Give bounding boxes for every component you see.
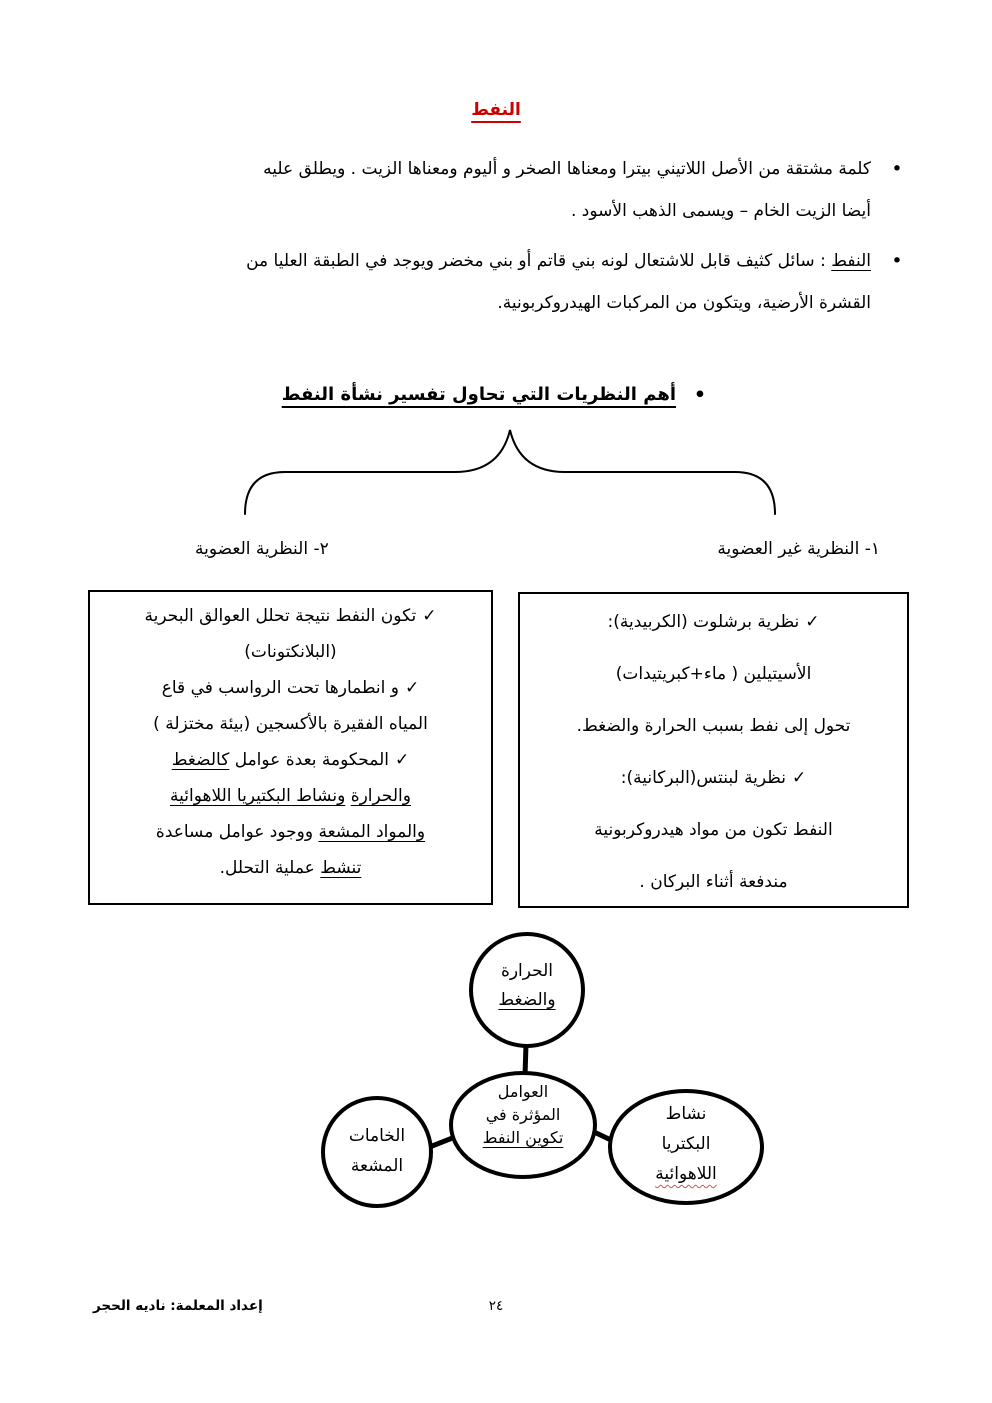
organic-line-8-underlined: تنشط <box>320 858 362 878</box>
organic-line-8-text: عملية التحلل. <box>219 858 321 878</box>
intro-bullet-definition <box>89 240 907 324</box>
organic-line-8 <box>98 850 483 886</box>
page-title: النفط <box>471 100 521 120</box>
organic-line-5-text: المحكومة بعدة عوامل <box>229 750 389 770</box>
check-icon: ✓ <box>395 750 410 770</box>
node-anaerobic-bacteria-line1: نشاط <box>665 1104 707 1124</box>
check-icon: ✓ <box>405 678 420 698</box>
bullet-icon: • <box>891 158 903 180</box>
node-factors-line2: المؤثرة في <box>485 1105 561 1124</box>
inorganic-line-3: تحول إلى نفط بسبب الحرارة والضغط. <box>576 716 851 736</box>
footer-author: إعداد المعلمة: ناديه الحجر <box>93 1298 263 1314</box>
etymology-line1: كلمة مشتقة من الأصل اللاتيني بيترا ومعناها الصخر و أليوم ومعناها الزيت . ويطلق عليه <box>263 159 871 179</box>
footer-page-number: ٢٤ <box>488 1298 504 1314</box>
organic-theory-box <box>88 590 493 905</box>
organic-line-5 <box>98 742 483 778</box>
organic-line-6-underlined-2: ونشاط البكتيريا اللاهوائية <box>170 786 346 806</box>
inorganic-line-2: الأسيتيلين ( ماء+كبريتيدات) <box>615 664 812 684</box>
intro-bullet-definition-text <box>89 240 871 324</box>
node-anaerobic-bacteria <box>624 1099 748 1189</box>
organic-line-2: (البلانكتونات) <box>244 642 337 662</box>
organic-line-1 <box>98 598 483 634</box>
inorganic-line-4 <box>530 752 897 804</box>
node-anaerobic-bacteria-line2: البكتريا <box>661 1134 711 1154</box>
definition-line2: القشرة الأرضية، ويتكون من المركبات الهيدروكربونية. <box>497 293 871 313</box>
bullet-icon: • <box>891 250 903 272</box>
node-heat-pressure <box>468 957 586 1015</box>
check-icon: ✓ <box>422 606 437 626</box>
organic-line-1-text: تكون النفط نتيجة تحلل العوالق البحرية <box>144 606 417 626</box>
label-inorganic-theory: ١- النظرية غير العضوية <box>717 539 880 559</box>
organic-line-6-underlined-1: والحرارة <box>350 786 411 806</box>
theories-heading-text: أهم النظريات التي تحاول تفسير نشأة النفط <box>281 384 676 405</box>
intro-bullet-etymology-text <box>89 148 871 232</box>
node-heat-pressure-line1: الحرارة <box>500 961 554 981</box>
organic-line-6 <box>98 778 483 814</box>
node-factors <box>449 1080 597 1149</box>
node-heat-pressure-line2: والضغط <box>498 990 556 1010</box>
organic-line-7-underlined: والمواد المشعة <box>318 822 426 842</box>
organic-line-5-underlined: كالضغط <box>171 750 230 770</box>
inorganic-line-1-text: نظرية برشلوت (الكربيدية): <box>607 612 800 632</box>
inorganic-line-6: مندفعة أثناء البركان . <box>639 872 788 892</box>
inorganic-line-5: النفط تكون من مواد هيدروكربونية <box>594 820 833 840</box>
organic-line-3 <box>98 670 483 706</box>
inorganic-line-1 <box>530 596 897 648</box>
node-factors-line3: تكوين النفط <box>482 1128 564 1147</box>
definition-line1: : سائل كثيف قابل للاشتعال لونه بني قاتم أو بني مخضر ويوجد في الطبقة العليا من <box>246 251 832 271</box>
inorganic-line-4-text: نظرية لبنتس(البركانية): <box>620 768 786 788</box>
organic-line-7-text: ووجود عوامل مساعدة <box>155 822 319 842</box>
bullet-icon: • <box>693 384 707 406</box>
label-organic-theory: ٢- النظرية العضوية <box>195 539 329 559</box>
curly-brace-path <box>245 430 775 514</box>
node-anaerobic-bacteria-line3: اللاهوائية <box>655 1164 717 1184</box>
organic-line-4: المياه الفقيرة بالأكسجين (بيئة مختزلة ) <box>153 714 428 734</box>
inorganic-theory-box <box>518 592 909 908</box>
theories-heading <box>282 384 710 406</box>
node-radioactive-ores-line2: المشعة <box>350 1156 404 1176</box>
curly-brace <box>240 424 785 519</box>
organic-line-3-text: و انطمارها تحت الرواسب في قاع <box>161 678 400 698</box>
organic-line-7 <box>98 814 483 850</box>
definition-lead-underlined: النفط <box>831 251 871 271</box>
check-icon: ✓ <box>805 612 820 632</box>
node-factors-line1: العوامل <box>497 1082 549 1101</box>
intro-bullet-etymology <box>89 148 907 232</box>
node-radioactive-ores-line1: الخامات <box>348 1126 406 1146</box>
node-radioactive-ores <box>320 1121 434 1181</box>
check-icon: ✓ <box>791 768 807 788</box>
etymology-line2: أيضا الزيت الخام – ويسمى الذهب الأسود . <box>571 201 871 221</box>
intro-section <box>89 148 907 324</box>
